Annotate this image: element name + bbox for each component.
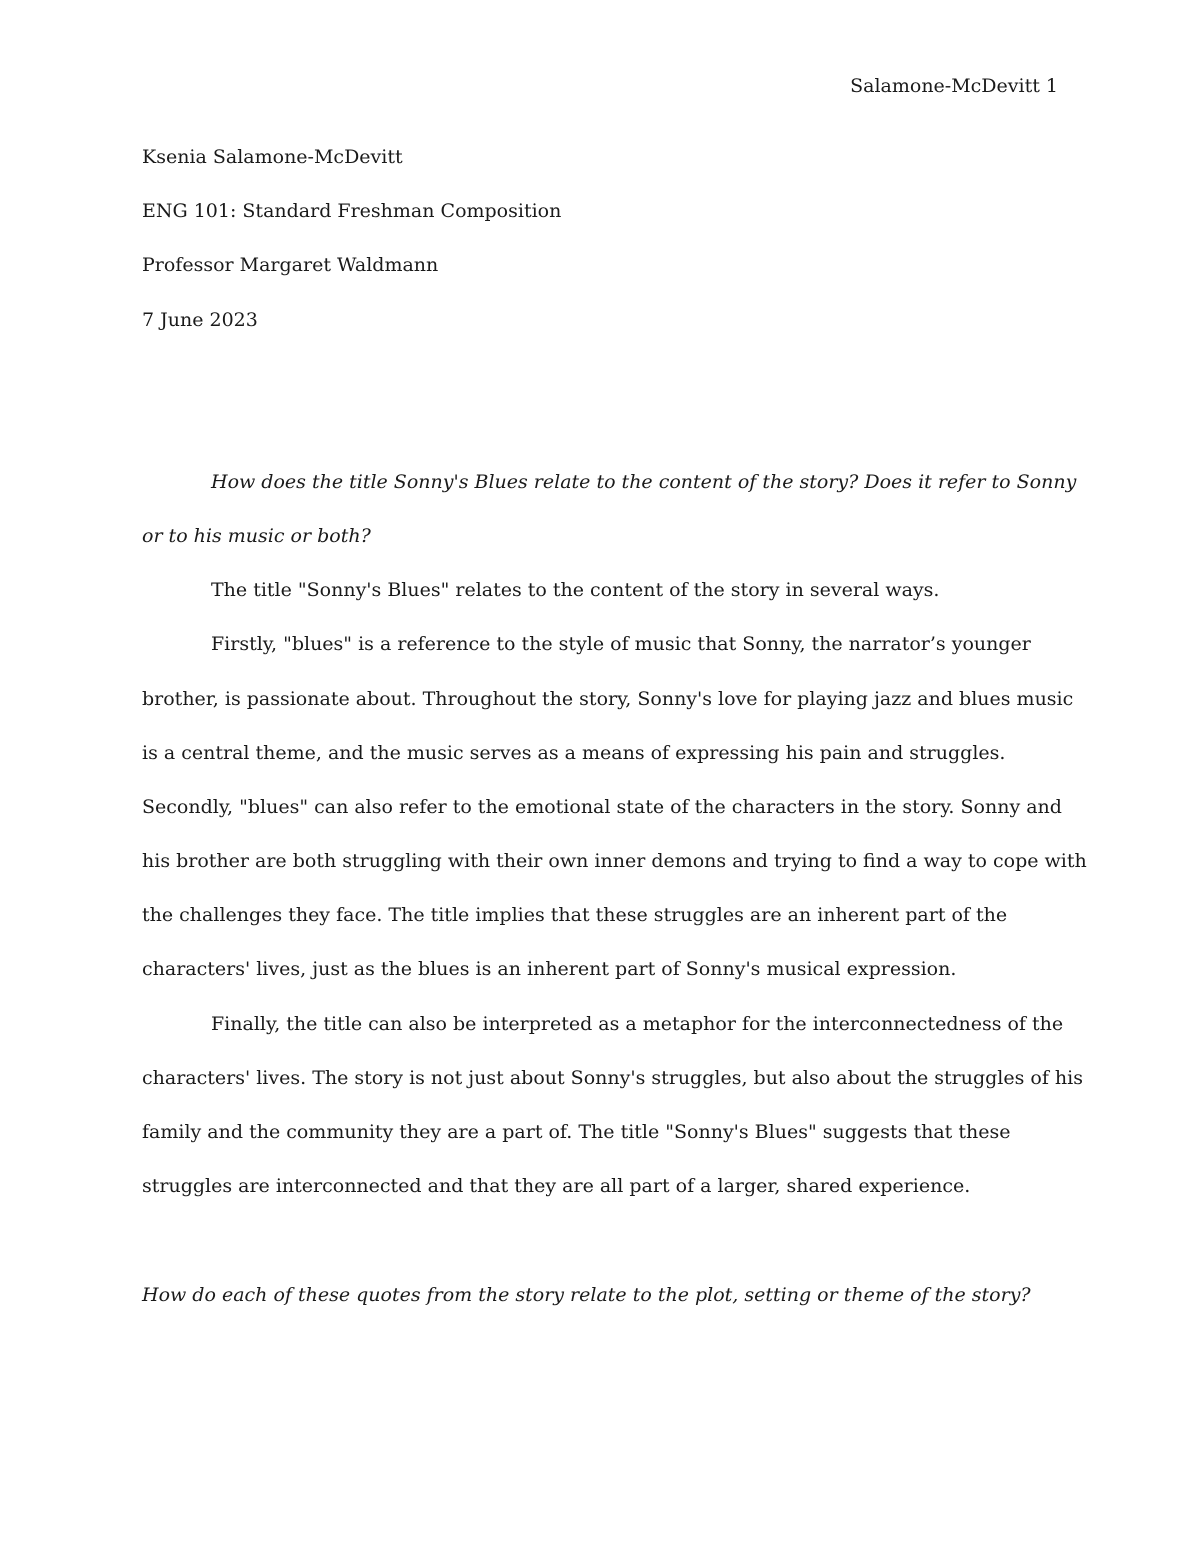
paragraph-line: struggles are interconnected and that they are all part of a larger, shared experience. [142,1175,971,1198]
author-name: Ksenia Salamone-McDevitt [142,146,403,168]
paragraph-line: family and the community they are a part of. The title "Sonny's Blues" suggests that these [142,1121,1011,1143]
paragraph-2 [142,627,1087,1006]
paragraph-line: Firstly, "blues" is a reference to the style of music that Sonny, the narrator’s younger [211,633,1031,656]
blank-space [142,357,1060,465]
course-name: ENG 101: Standard Freshman Composition [142,200,562,223]
heading-block [142,140,1060,357]
paragraph-line: the challenges they face. The title implies that these struggles are an inherent part of the [142,904,1008,927]
professor-name: Professor Margaret Waldmann [142,254,439,277]
question-1 [142,465,1077,573]
paragraph-line: is a central theme, and the music serves as a means of expressing his pain and struggles. [142,741,1006,764]
paragraph-line: characters' lives, just as the blues is an inherent part of Sonny's musical expression. [142,958,957,981]
question-1-line: or to his music or both? [142,524,371,547]
paragraph-1 [142,573,1060,627]
question-2 [142,1278,1060,1332]
blank-space [142,1223,1060,1277]
paragraph-line: Secondly, "blues" can also refer to the emotional state of the characters in the story. Sonny and [142,795,1062,818]
document-body [142,140,1087,1332]
paragraph-line: characters' lives. The story is not just about Sonny's struggles, but also about the struggles of his [142,1066,1083,1089]
paragraph-line: Finally, the title can also be interpreted as a metaphor for the interconnectedness of the [211,1012,1064,1035]
paragraph-line: brother, is passionate about. Throughout the story, Sonny's love for playing jazz and blues music [142,687,1074,710]
paragraph-line: The title "Sonny's Blues" relates to the content of the story in several ways. [211,579,940,602]
paragraph-3 [142,1007,1083,1224]
running-head: Salamone-McDevitt 1 [850,75,1058,97]
question-2-line: How do each of these quotes from the story relate to the plot, setting or theme of the story? [142,1283,1031,1306]
question-1-line: How does the title Sonny's Blues relate to the content of the story? Does it refer to Sonny [211,470,1077,493]
paragraph-line: his brother are both struggling with their own inner demons and trying to find a way to cope with [142,850,1087,873]
date: 7 June 2023 [142,308,258,331]
